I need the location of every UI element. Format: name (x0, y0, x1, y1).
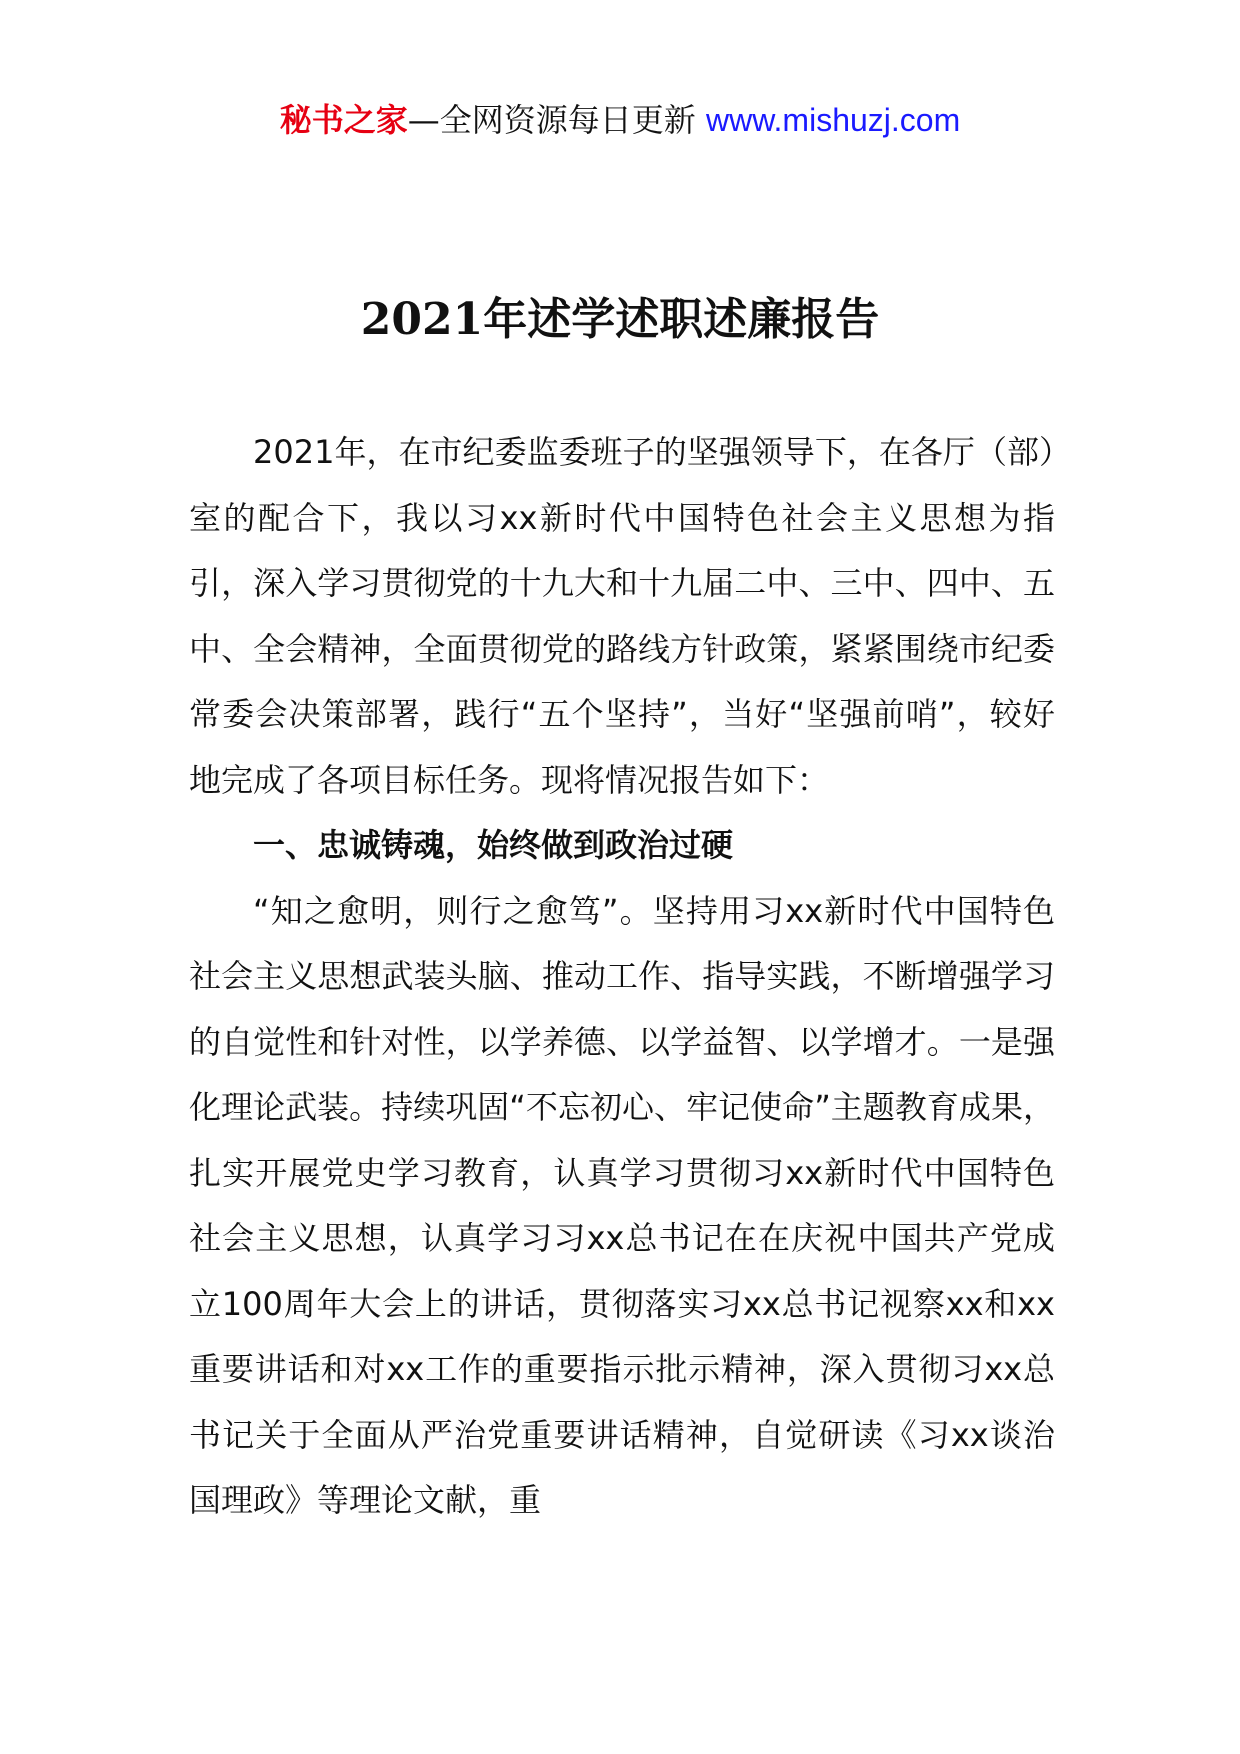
section-paragraph: “知之愈明，则行之愈笃”。坚持用习xx新时代中国特色社会主义思想武装头脑、推动工作、指导实践，不断增强学习的自觉性和针对性，以学养德、以学益智、以学增才。一是强化理论武装。持续巩固“不忘初心、牢记使命”主题教育成果，扎实开展党史学习教育，认真学习贯彻习xx新时代中国特色社会主义思想，认真学习习xx总书记在在庆祝中国共产党成立100周年大会上的讲话，贯彻落实习xx总书记视察xx和xx重要讲话和对xx工作的重要指示批示精神，深入贯彻习xx总书记关于全面从严治党重要讲话精神，自觉研读《习xx谈治国理政》等理论文献，重 (189, 891, 1055, 1519)
site-slogan: —全网资源每日更新 (407, 101, 696, 139)
intro-paragraph: 2021年，在市纪委监委班子的坚强领导下，在各厅（部）室的配合下，我以习xx新时代中国特色社会主义思想为指引，深入学习贯彻党的十九大和十九届二中、三中、四中、五中、全会精神，全面贯彻党的路线方针政策，紧紧围绕市纪委常委会决策部署，践行“五个坚持”，当好“坚强前哨”，较好地完成了各项目标任务。现将情况报告如下： (189, 433, 1055, 799)
document-title: 2021年述学述职述廉报告 (360, 294, 880, 345)
site-url-link[interactable]: www.mishuzj.com (705, 102, 961, 138)
site-header (0, 100, 1240, 140)
document-body (189, 420, 1055, 1534)
section-heading: 一、忠诚铸魂，始终做到政治过硬 (253, 826, 734, 864)
site-brand: 秘书之家 (279, 101, 408, 139)
